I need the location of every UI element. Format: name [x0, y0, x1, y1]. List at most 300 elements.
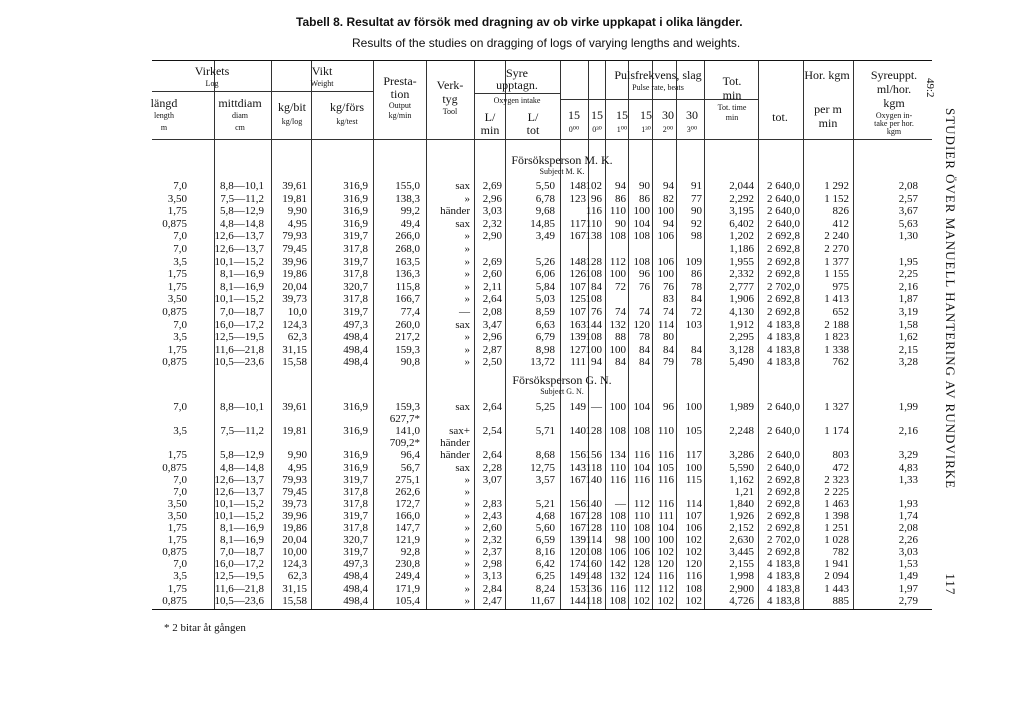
table-cell: 0,875	[162, 594, 187, 607]
header-log: Log	[205, 79, 219, 88]
table-subtitle: Results of the studies on dragging of logs of varying lengths and weights.	[352, 36, 741, 50]
table-cell: 121,9	[395, 534, 420, 547]
table-cell: 112	[633, 497, 650, 510]
table-cell: 16,0—17,2	[214, 318, 264, 331]
table-cell: 2 692,8	[767, 485, 800, 498]
table-cell: 2 702,0	[767, 534, 800, 547]
table-cell: 94	[663, 180, 674, 192]
table-cell: 2,152	[729, 522, 754, 534]
table-cell: 166,0	[395, 509, 420, 522]
table-cell: 49,4	[400, 217, 420, 230]
table-cell: 11,6—21,8	[214, 582, 264, 595]
table-cell: 2,08	[482, 306, 502, 318]
table-cell: 709,2*	[389, 437, 420, 450]
table-cell: 2 640,0	[767, 461, 800, 474]
table-title: Tabell 8. Resultat av försök med dragning av ob virke uppkapat i olika längder.	[296, 15, 743, 29]
table-cell: 2,60	[482, 268, 502, 281]
column-divider	[704, 61, 705, 609]
table-cell: 2,155	[729, 558, 754, 571]
data-table	[152, 60, 932, 610]
table-cell: 2 692,8	[767, 546, 800, 559]
table-cell: 2,28	[482, 461, 502, 474]
table-cell: 498,4	[343, 594, 368, 607]
table-cell: 3,29	[898, 449, 918, 462]
table-cell: 94	[663, 217, 674, 230]
table-cell: 317,8	[343, 268, 368, 281]
table-cell: 116	[685, 570, 702, 583]
table-cell: 108	[585, 546, 602, 559]
table-cell: 159,3	[395, 343, 420, 356]
table-cell: 2 692,8	[767, 306, 800, 318]
table-cell: 885	[832, 594, 849, 607]
table-cell: 100	[609, 401, 626, 413]
table-cell: 472	[832, 461, 849, 474]
table-cell: 2,37	[482, 546, 502, 559]
table-cell: »	[464, 192, 470, 205]
table-cell: 167	[569, 473, 586, 486]
table-cell: 163,5	[395, 255, 420, 268]
table-cell: 3,28	[898, 356, 918, 369]
table-cell: 128	[585, 509, 602, 522]
table-cell: 2,84	[482, 582, 502, 595]
table-cell: 2 094	[824, 570, 849, 583]
table-cell: 320,7	[343, 280, 368, 293]
table-cell: händer	[440, 437, 470, 450]
table-cell: 497,3	[343, 558, 368, 571]
table-cell: 316,9	[343, 461, 368, 474]
table-cell: 498,4	[343, 570, 368, 583]
table-cell: 2 188	[824, 318, 849, 331]
header-verk: Verk-	[436, 78, 464, 92]
header-kgm: kgm	[883, 96, 905, 110]
table-cell: 124	[633, 570, 650, 583]
table-cell: 1,58	[898, 318, 918, 331]
header-p15c: 15	[616, 108, 628, 122]
table-cell: »	[464, 243, 470, 255]
table-cell: 79,45	[282, 485, 307, 498]
table-cell: 1,95	[898, 255, 918, 268]
header-oxygen-intake: Oxygen intake	[493, 96, 541, 105]
table-cell: 77,4	[400, 306, 420, 318]
table-cell: 110	[609, 205, 626, 218]
table-cell: 266,0	[395, 230, 420, 243]
table-cell: 88	[615, 331, 626, 344]
table-cell: 167	[569, 509, 586, 522]
table-cell: 15,58	[282, 594, 307, 607]
table-cell: 2,08	[898, 522, 918, 534]
table-cell: 2 225	[824, 485, 849, 498]
table-cell: 4 183,8	[767, 582, 800, 595]
table-cell: »	[464, 343, 470, 356]
table-cell: 116	[633, 449, 650, 462]
table-cell: 3,50	[167, 509, 187, 522]
table-cell: 8,16	[535, 546, 555, 559]
table-cell: 3,5	[173, 331, 187, 344]
table-cell: 109	[685, 255, 702, 268]
table-cell: 4 183,8	[767, 318, 800, 331]
header-kgmin: kg/min	[388, 111, 412, 120]
table-cell: 4,95	[287, 461, 307, 474]
table-cell: —	[459, 306, 470, 318]
header-p30b-time: 3⁰⁰	[686, 125, 698, 134]
table-cell: 316,9	[343, 192, 368, 205]
table-cell: 7,0	[173, 180, 187, 192]
header-hor: Hor. kgm	[804, 68, 850, 82]
table-cell: 111	[658, 509, 674, 522]
table-cell: 94	[591, 356, 602, 369]
table-cell: 6,402	[729, 217, 754, 230]
table-cell: 4,130	[729, 306, 754, 318]
section-title: Försöksperson G. N.	[512, 373, 612, 387]
table-cell: 116	[585, 205, 602, 218]
table-cell: 140	[569, 425, 586, 438]
table-cell: 7,0	[173, 230, 187, 243]
table-cell: 12,75	[530, 461, 555, 474]
header-rule	[152, 139, 932, 140]
table-cell: 116	[657, 570, 674, 583]
table-cell: 319,7	[343, 473, 368, 486]
table-cell: 139	[569, 534, 586, 547]
table-cell: 115,8	[395, 280, 420, 293]
table-cell: 2,332	[729, 268, 754, 281]
header-p30a: 30	[662, 108, 674, 122]
header-tool: Tool	[442, 107, 458, 116]
table-cell: 19,86	[282, 522, 307, 534]
table-cell: 317,8	[343, 522, 368, 534]
table-cell: 2,08	[898, 180, 918, 192]
table-cell: 19,81	[282, 192, 307, 205]
table-cell: 98	[615, 534, 626, 547]
table-cell: 4,726	[729, 594, 754, 607]
table-cell: 31,15	[282, 582, 307, 595]
header-subrule	[271, 91, 373, 92]
table-cell: 498,4	[343, 331, 368, 344]
table-cell: sax	[455, 180, 470, 192]
table-cell: 317,8	[343, 293, 368, 306]
table-cell: 3,195	[729, 205, 754, 218]
table-cell: 138,3	[395, 192, 420, 205]
header-pulse-rate: Pulse rate, beats	[632, 83, 684, 92]
table-cell: 108	[585, 331, 602, 344]
table-cell: 1,33	[898, 473, 918, 486]
table-cell: 123	[569, 192, 586, 205]
table-cell: 317,8	[343, 243, 368, 255]
header-subrule	[474, 93, 560, 94]
table-cell: 10,5—23,6	[214, 356, 264, 369]
table-cell: 106	[685, 522, 702, 534]
table-cell: 9,90	[287, 449, 307, 462]
table-cell: 96	[663, 401, 674, 413]
table-cell: 108	[585, 293, 602, 306]
table-cell: 1,202	[729, 230, 754, 243]
table-cell: 107	[569, 306, 586, 318]
header-p15d: 15	[640, 108, 652, 122]
table-cell: 10,1—15,2	[214, 509, 264, 522]
table-cell: 14,85	[530, 217, 555, 230]
header-hor-tot: tot.	[772, 110, 788, 124]
table-cell: 1 152	[824, 192, 849, 205]
table-cell: 1,93	[898, 497, 918, 510]
table-cell: 163	[569, 318, 586, 331]
table-cell: 138	[585, 230, 602, 243]
table-cell: 1,75	[167, 268, 187, 281]
section-title: Försöksperson M. K.	[511, 153, 613, 167]
table-cell: 120	[633, 318, 650, 331]
table-cell: 1,75	[167, 582, 187, 595]
table-cell: 7,0	[173, 401, 187, 413]
table-cell: 139	[569, 331, 586, 344]
table-cell: 7,0	[173, 558, 187, 571]
table-cell: 104	[657, 522, 674, 534]
table-cell: 0,875	[162, 461, 187, 474]
page-number: 49:2	[924, 78, 936, 98]
table-cell: 62,3	[287, 570, 307, 583]
table-cell: 62,3	[287, 331, 307, 344]
table-cell: 1 463	[824, 497, 849, 510]
table-cell: 112	[657, 582, 674, 595]
table-cell: 2,79	[898, 594, 918, 607]
table-cell: 3,5	[173, 570, 187, 583]
table-cell: 0,875	[162, 356, 187, 369]
table-cell: 96	[639, 268, 650, 281]
table-cell: 2 692,8	[767, 497, 800, 510]
table-cell: 100	[657, 205, 674, 218]
header-subrule	[152, 91, 271, 92]
table-cell: 12,6—13,7	[214, 473, 264, 486]
table-cell: 102	[657, 594, 674, 607]
table-cell: 156	[569, 497, 586, 510]
table-cell: 110	[585, 217, 602, 230]
table-cell: 132	[609, 318, 626, 331]
table-cell: 143	[569, 461, 586, 474]
table-cell: 106	[657, 255, 674, 268]
footnote: * 2 bitar åt gången	[164, 622, 246, 634]
table-cell: 102	[585, 180, 602, 192]
table-cell: 76	[591, 306, 602, 318]
table-cell: 56,7	[400, 461, 420, 474]
table-cell: 2,16	[898, 280, 918, 293]
table-cell: 107	[569, 280, 586, 293]
table-cell: 2 640,0	[767, 192, 800, 205]
table-cell: 8,24	[535, 582, 555, 595]
table-cell: 10,5—23,6	[214, 594, 264, 607]
table-cell: 4 183,8	[767, 343, 800, 356]
table-cell: 110	[657, 425, 674, 438]
table-cell: 5,21	[535, 497, 555, 510]
table-cell: 8,1—16,9	[220, 522, 264, 534]
header-puls: Pulsfrekvens, slag	[614, 68, 702, 82]
table-cell: 497,3	[343, 318, 368, 331]
table-cell: 3,47	[482, 318, 502, 331]
table-cell: 80	[663, 331, 674, 344]
header-lmin: L/	[484, 110, 496, 124]
table-cell: 12,6—13,7	[214, 230, 264, 243]
table-cell: 2,64	[482, 449, 502, 462]
table-cell: 8,1—16,9	[220, 534, 264, 547]
table-cell: 10,1—15,2	[214, 497, 264, 510]
table-cell: 2 240	[824, 230, 849, 243]
table-cell: 2,248	[729, 425, 754, 438]
table-cell: 107	[685, 509, 702, 522]
table-cell: 100	[685, 461, 702, 474]
table-cell: 116	[633, 473, 650, 486]
header-tot: Tot.	[722, 74, 742, 88]
table-cell: 5,8—12,9	[220, 205, 264, 218]
table-cell: 7,0	[173, 485, 187, 498]
table-cell: 2,16	[898, 425, 918, 438]
table-cell: 4,8—14,8	[220, 461, 264, 474]
table-cell: —	[615, 497, 626, 510]
table-cell: 9,90	[287, 205, 307, 218]
running-head-text: STUDIER ÖVER MANUELL HANTERING AV RUNDVIRKE	[943, 108, 958, 490]
table-cell: 249,4	[395, 570, 420, 583]
table-cell: 3,5	[173, 255, 187, 268]
table-cell: 3,5	[173, 425, 187, 438]
table-cell: 92	[691, 217, 702, 230]
header-kgfors: kg/förs	[330, 100, 364, 114]
table-cell: sax	[455, 318, 470, 331]
table-cell: »	[464, 509, 470, 522]
table-cell: 412	[832, 217, 849, 230]
table-cell: 102	[685, 546, 702, 559]
page-number-right: 117	[943, 573, 958, 596]
table-cell: 148	[585, 570, 602, 583]
table-cell: 2 692,8	[767, 293, 800, 306]
table-cell: 2 692,8	[767, 522, 800, 534]
table-cell: 2 640,0	[767, 180, 800, 192]
table-cell: 105	[657, 461, 674, 474]
table-cell: 1 327	[824, 401, 849, 413]
table-cell: 39,61	[282, 401, 307, 413]
table-cell: 268,0	[395, 243, 420, 255]
table-cell: 31,15	[282, 343, 307, 356]
table-cell: 108	[609, 425, 626, 438]
table-cell: 6,06	[535, 268, 555, 281]
table-cell: 1,75	[167, 449, 187, 462]
table-cell: 19,86	[282, 268, 307, 281]
header-mlhor: ml/hor.	[876, 82, 912, 96]
header-mittdiam: mittdiam	[218, 96, 262, 110]
table-cell: 108	[585, 268, 602, 281]
table-cell: 1 338	[824, 343, 849, 356]
table-cell: 1,955	[729, 255, 754, 268]
column-divider	[676, 61, 677, 609]
table-cell: 72	[691, 306, 702, 318]
header-tot-time-min: min	[725, 113, 739, 122]
table-cell: 1,926	[729, 509, 754, 522]
table-cell: 7,5—11,2	[220, 425, 264, 438]
table-cell: 127	[569, 343, 586, 356]
table-cell: 20,04	[282, 534, 307, 547]
table-cell: 116	[657, 473, 674, 486]
table-cell: 126	[569, 268, 586, 281]
table-cell: 1 155	[824, 268, 849, 281]
table-cell: 82	[663, 192, 674, 205]
table-cell: 3,19	[898, 306, 918, 318]
table-cell: 2,69	[482, 180, 502, 192]
table-cell: 3,286	[729, 449, 754, 462]
table-cell: 7,5—11,2	[220, 192, 264, 205]
table-cell: 124,3	[282, 318, 307, 331]
table-cell: »	[464, 570, 470, 583]
column-divider	[426, 61, 427, 609]
table-cell: 84	[691, 293, 702, 306]
header-weight: Weight	[310, 79, 334, 88]
table-cell: 2,90	[482, 230, 502, 243]
table-cell: 8,59	[535, 306, 555, 318]
table-cell: 3,67	[898, 205, 918, 218]
table-cell: sax	[455, 401, 470, 413]
table-cell: 167	[569, 230, 586, 243]
table-cell: 7,0	[173, 473, 187, 486]
table-cell: 5,63	[898, 217, 918, 230]
table-cell: »	[464, 546, 470, 559]
table-cell: 262,6	[395, 485, 420, 498]
table-cell: 149	[569, 401, 586, 413]
table-cell: 84	[591, 280, 602, 293]
table-cell: »	[464, 582, 470, 595]
table-cell: 90,8	[400, 356, 420, 369]
table-cell: 104	[633, 401, 650, 413]
table-cell: 319,7	[343, 230, 368, 243]
table-cell: 275,1	[395, 473, 420, 486]
table-cell: händer	[440, 449, 470, 462]
table-cell: 106	[657, 230, 674, 243]
table-cell: 102	[657, 546, 674, 559]
table-cell: 116	[609, 582, 626, 595]
table-cell: 166,7	[395, 293, 420, 306]
table-cell: 100	[633, 534, 650, 547]
table-cell: 1,998	[729, 570, 754, 583]
table-cell: 3,50	[167, 192, 187, 205]
table-cell: 1 028	[824, 534, 849, 547]
table-cell: 3,03	[898, 546, 918, 559]
table-cell: »	[464, 534, 470, 547]
table-cell: 260,0	[395, 318, 420, 331]
table-cell: 125	[569, 293, 586, 306]
table-cell: »	[464, 255, 470, 268]
table-cell: 116	[609, 473, 626, 486]
table-cell: 316,9	[343, 205, 368, 218]
table-cell: 153	[569, 582, 586, 595]
table-cell: 76	[639, 280, 650, 293]
table-cell: 1,30	[898, 230, 918, 243]
table-cell: 4 183,8	[767, 594, 800, 607]
table-cell: 160	[585, 558, 602, 571]
table-cell: »	[464, 558, 470, 571]
table-cell: 16,0—17,2	[214, 558, 264, 571]
header-tion: tion	[390, 87, 410, 101]
table-cell: 3,49	[535, 230, 555, 243]
table-cell: 319,7	[343, 509, 368, 522]
table-cell: 148	[569, 180, 586, 192]
table-cell: 128	[585, 522, 602, 534]
table-cell: 155,0	[395, 180, 420, 192]
table-cell: 106	[609, 546, 626, 559]
table-cell: 110	[609, 461, 626, 474]
table-cell: 105,4	[395, 594, 420, 607]
table-cell: 10,1—15,2	[214, 255, 264, 268]
running-head	[942, 108, 958, 595]
table-cell: 91	[691, 180, 702, 192]
table-cell: 39,61	[282, 180, 307, 192]
table-cell: 108	[609, 509, 626, 522]
table-cell: 2,54	[482, 425, 502, 438]
table-cell: 148	[569, 255, 586, 268]
table-cell: »	[464, 356, 470, 369]
table-cell: 74	[663, 306, 674, 318]
column-divider	[271, 61, 272, 609]
